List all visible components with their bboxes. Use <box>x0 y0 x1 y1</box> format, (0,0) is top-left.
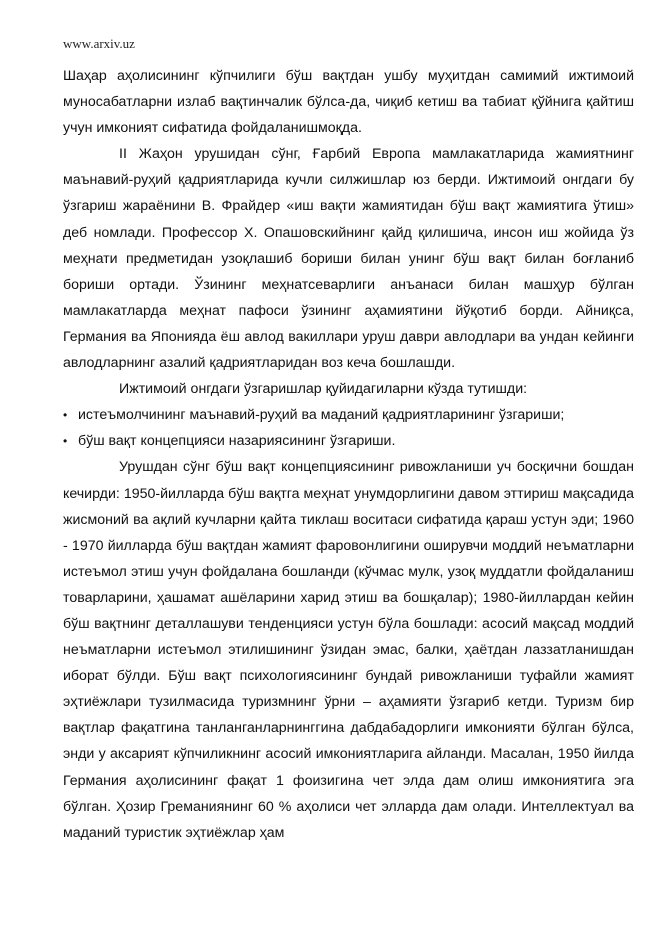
paragraph-2: II Жаҳон урушидан сўнг, Ғарбий Европа мамлакатларида жамиятнинг маънавий-руҳий қадриятларида кучли силжишлар юз берди. Ижтимоий онгдаги бу ўзгариш жараёнини В. Фрайдер «иш вақти жамиятидан бўш вақт жамиятига ўтиш» деб номлади. Профессор Х. Опашовскийнинг қайд қилишича, инсон иш жойида ўз меҳнати предметидан узоқлашиб бориши билан унинг бўш вақт билан боғланиб бориши ортади. Ўзининг меҳнатсеварлиги анъанаси билан машҳур бўлган мамлакатларда меҳнат пафоси ўзининг аҳамиятини йўқотиб борди. Айниқса, Германия ва Японияда ёш авлод вакиллари уруш даври авлодлари ва ундан кейинги авлодларнинг азалий қадриятларидан воз кеча бошлашди. <box>63 146 634 372</box>
document-body <box>63 63 634 846</box>
paragraph-3: Ижтимоий онгдаги ўзгаришлар қуйидагиларни кўзда тутишди: <box>119 381 528 398</box>
bullet-icon: • <box>63 434 68 449</box>
bullet-item <box>63 428 634 454</box>
bullet-text: истеъмолчининг маънавий-руҳий ва маданий қадриятларининг ўзгариши; <box>78 407 565 424</box>
bullet-item <box>63 402 634 428</box>
bullet-icon: • <box>63 408 68 423</box>
paragraph-4: Урушдан сўнг бўш вақт концепциясининг ривожланиши уч босқични бошдан кечирди: 1950-йилларда бўш вақтга меҳнат унумдорлигини давом эттириш мақсадида жисмоний ва ақлий кучларни қайта тиклаш воситаси сифатида қараш устун эди; 1960 - 1970 йилларда бўш вақтдан жамият фаровонлигини оширувчи моддий неъматларни истеъмол этиш учун фойдалана бошланди (кўчмас мулк, узоқ муддатли фойдаланиш товарларини, ҳашамат ашёларини харид этиш ва бошқалар); 1980-йиллардан кейин бўш вақтнинг деталлашуви тенденцияси устун бўла бошлади: асосий мақсад моддий неъматларни истеъмол этилишининг ўзидан эмас, балки, ҳаётдан лаззатланишдан иборат бўлди. Бўш вақт психологиясининг бундай ривожланиши туфайли жамият эҳтиёжлари тузилмасида туризмнинг ўрни – аҳамияти ўзгариб кетди. Туризм бир вақтлар фақатгина танланганларнинггина дабдабадорлиги имконияти бўлган бўлса, энди у аксарият кўпчиликнинг асосий имкониятларига айланди. Масалан, 1950 йилда Германия аҳолисининг фақат 1 фоизигина чет элда дам олиш имкониятига эга бўлган. Ҳозир Греманиянинг 60 % аҳолиси чет элларда дам олади. Интеллектуал ва маданий туристик эҳтиёжлар ҳам <box>63 459 634 841</box>
bullet-text: бўш вақт концепцияси назариясининг ўзгариши. <box>78 433 396 450</box>
paragraph-1: Шаҳар аҳолисининг кўпчилиги бўш вақтдан ушбу муҳитдан самимий ижтимоий муносабатларни излаб вақтинчалик бўлса-да, чиқиб кетиш ва табиат қўйнига қайтиш учун имконият сифатида фойдаланишмоқда. <box>63 68 634 137</box>
site-watermark: www.arxiv.uz <box>63 36 135 51</box>
bullet-list <box>63 402 634 454</box>
